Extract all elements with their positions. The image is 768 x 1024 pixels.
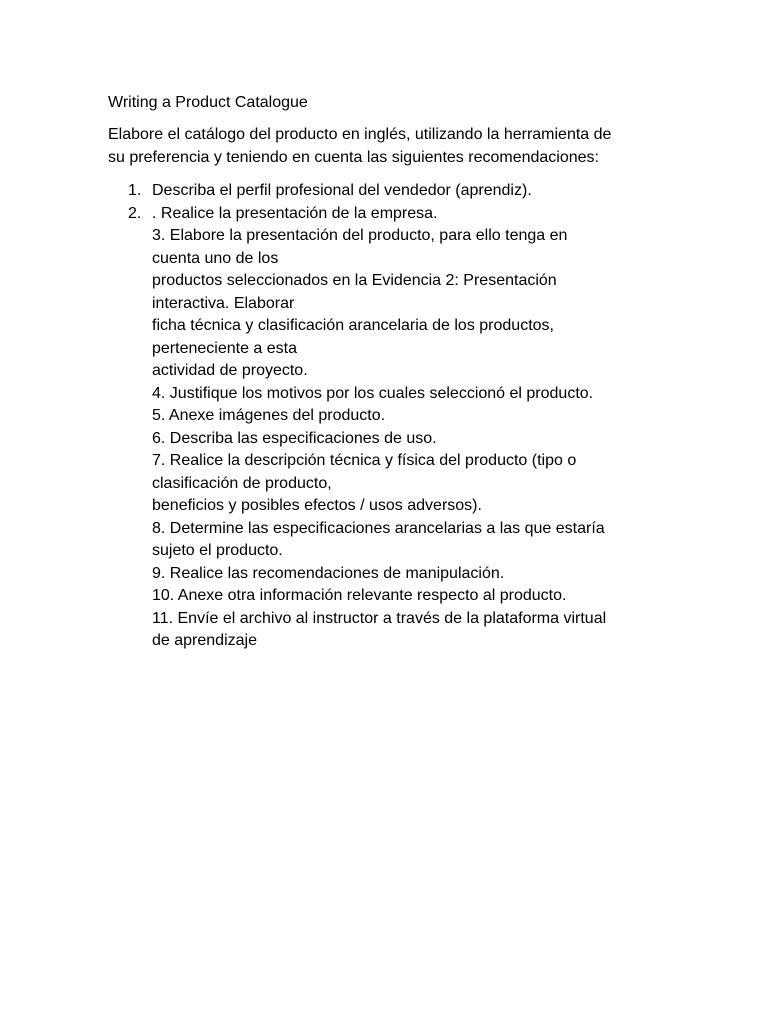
list-item-text: cuenta uno de los [152, 249, 279, 267]
list-item-text: 9. Realice las recomendaciones de manipulación. [152, 564, 505, 582]
list-item-text: 8. Determine las especificaciones arancelarias a las que estaría [152, 519, 605, 537]
list-item [0, 495, 768, 518]
list-item [0, 428, 768, 451]
list-item-text: . Realice la presentación de la empresa. [152, 204, 438, 222]
list-item [0, 360, 768, 383]
list-item [0, 540, 768, 563]
list-item [0, 518, 768, 541]
list-item [0, 405, 768, 428]
list-item-text: Describa el perfil profesional del vendedor (aprendiz). [152, 182, 532, 199]
list-item-text: 5. Anexe imágenes del producto. [152, 407, 386, 424]
list-item-text: 6. Describa las especificaciones de uso. [152, 429, 437, 447]
list-item [0, 450, 768, 473]
list-item-number: 1. [128, 182, 142, 199]
list-item [0, 270, 768, 293]
list-item-text: productos seleccionados en la Evidencia 2: Presentación [152, 272, 557, 289]
list-item [0, 473, 768, 496]
list-item-text: perteneciente a esta [152, 339, 297, 357]
list-item-text: interactiva. Elaborar [152, 294, 295, 312]
list-item [0, 248, 768, 271]
list-item [0, 338, 768, 361]
list-item [0, 630, 768, 653]
list-item-number: 2. [128, 204, 142, 222]
list-item-text: 4. Justifique los motivos por los cuales seleccionó el producto. [152, 384, 594, 402]
list-item [0, 585, 768, 608]
list-item-text: 10. Anexe otra información relevante respecto al producto. [152, 587, 567, 604]
list-item-text: beneficios y posibles efectos / usos adversos). [152, 497, 482, 514]
intro-line: Elabore el catálogo del producto en inglés, utilizando la herramienta de [108, 126, 612, 143]
intro-paragraph [108, 124, 668, 169]
list-item [0, 225, 768, 248]
list-item [0, 608, 768, 631]
list-item [0, 203, 768, 226]
intro-line: su preferencia y teniendo en cuenta las siguientes recomendaciones: [108, 148, 599, 166]
list-item-text: 3. Elabore la presentación del producto, para ello tenga en [152, 227, 568, 244]
list-item [0, 315, 768, 338]
list-item-text: actividad de proyecto. [152, 362, 308, 379]
list-item [0, 563, 768, 586]
list-item-text: ficha técnica y clasificación arancelaria de los productos, [152, 317, 554, 334]
list-item [0, 180, 768, 203]
list-item-text: 11. Envíe el archivo al instructor a través de la plataforma virtual [152, 609, 607, 627]
document-title: Writing a Product Catalogue [108, 94, 308, 111]
list-item [0, 293, 768, 316]
list-item [0, 383, 768, 406]
list-item-text: 7. Realice la descripción técnica y física del producto (tipo o [152, 452, 577, 469]
instruction-list [0, 180, 768, 653]
list-item-text: clasificación de producto, [152, 474, 332, 492]
list-item-text: de aprendizaje [152, 632, 257, 649]
list-item-text: sujeto el producto. [152, 542, 283, 559]
